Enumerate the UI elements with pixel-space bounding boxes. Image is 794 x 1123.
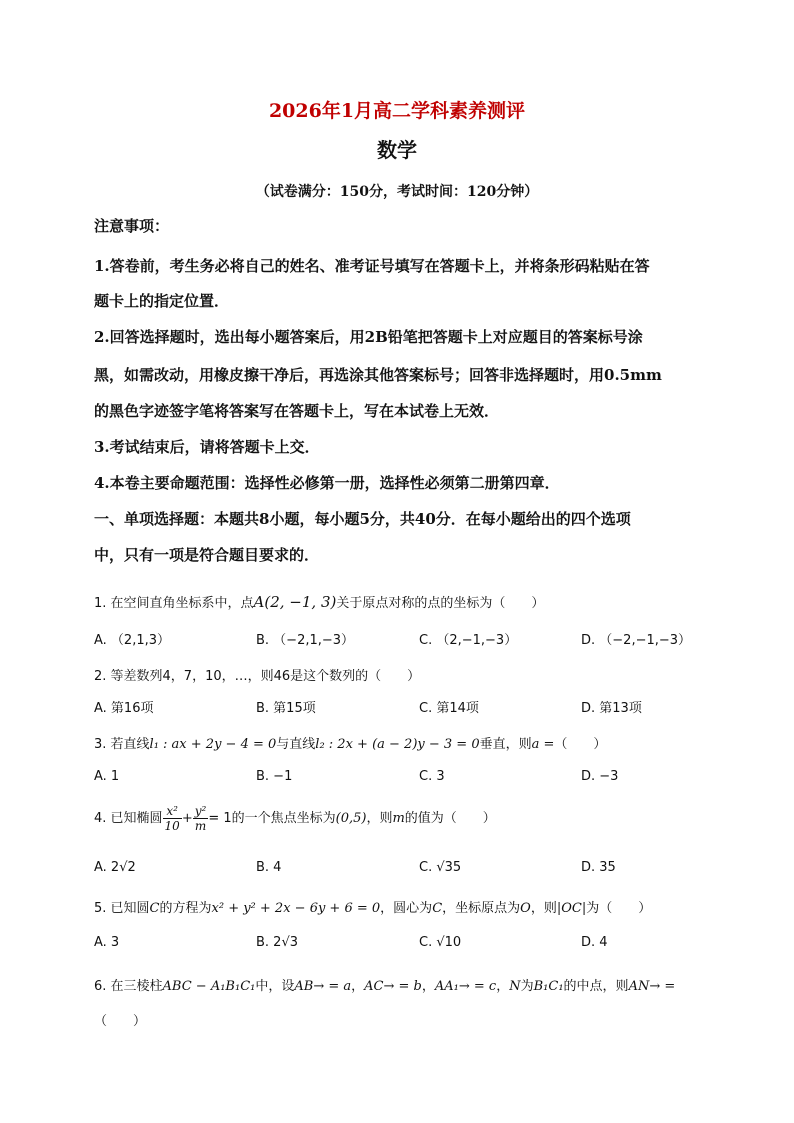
option-b[interactable]: B. 第15项 [256,701,316,716]
option-c[interactable]: C. √35 [419,860,462,875]
note-line: 3.考试结束后，请将答题卡上交． [94,438,320,456]
option-c[interactable]: C. 3 [419,769,445,784]
option-c[interactable]: C. 第14项 [419,701,479,716]
option-a[interactable]: A. 3 [94,935,120,950]
question-1-stem: 1. 在空间直角坐标系中，点A(2, −1, 3)关于原点对称的点的坐标为（ ） [94,593,545,611]
question-6-answer-blank: （ ） [94,1014,147,1029]
option-a[interactable]: A. 第16项 [94,701,154,716]
question-6-stem: 6. 在三棱柱ABC − A₁B₁C₁中，设AB→ = a，AC→ = b，AA₁→ = c，N为B₁C₁的中点，则AN→ = [94,979,676,994]
question-2-stem: 2. 等差数列4，7，10，…，则46是这个数列的（ ） [94,669,421,684]
question-5-stem: 5. 已知圆C的方程为x² + y² + 2x − 6y + 6 = 0，圆心为C，坐标原点为O，则|OC|为（ ） [94,901,652,916]
option-a[interactable]: A. 1 [94,769,120,784]
option-a[interactable]: A. （2,1,3） [94,633,171,648]
note-line: 4.本卷主要命题范围：选择性必修第一册，选择性必须第二册第四章． [94,474,560,492]
option-d[interactable]: D. （−2,−1,−3） [581,633,692,648]
option-c[interactable]: C. √10 [419,935,462,950]
exam-info: （试卷满分：150分，考试时间：120分钟） [255,184,539,200]
question-3-stem: 3. 若直线l₁ : ax + 2y − 4 = 0与直线l₂ : 2x + (a − 2)y − 3 = 0垂直，则a =（ ） [94,737,607,752]
option-b[interactable]: B. （−2,1,−3） [256,633,355,648]
fraction-y2-over-m: $\frac{\text{y²}}{m}$ [194,804,207,833]
option-d[interactable]: D. −3 [581,769,619,784]
question-4-stem: 4. 已知椭圆 $\frac{\text{x²}}{10}$ + $\frac{\text{y²}}{m}$ = 1的一个焦点坐标为(0,5)，则m的值为（ ） [94,804,496,833]
note-line: 2.回答选择题时，选出每小题答案后，用2B铅笔把答题卡上对应题目的答案标号涂 [94,328,643,346]
section-heading-line2: 中，只有一项是符合题目要求的． [94,546,320,564]
option-b[interactable]: B. −1 [256,769,293,784]
note-line: 题卡上的指定位置． [94,292,230,310]
option-d[interactable]: D. 4 [581,935,608,950]
option-c[interactable]: C. （2,−1,−3） [419,633,518,648]
fraction-x2-over-10: $\frac{\text{x²}}{10}$ [164,804,180,833]
note-line: 的黑色字迹签字笔将答案写在答题卡上，写在本试卷上无效． [94,402,500,420]
option-b[interactable]: B. 2√3 [256,935,299,950]
option-d[interactable]: D. 35 [581,860,616,875]
exam-subject: 数学 [377,138,417,162]
note-line: 黑，如需改动，用橡皮擦干净后，再选涂其他答案标号；回答非选择题时，用0.5mm [94,366,662,384]
option-a[interactable]: A. 2√2 [94,860,136,875]
option-b[interactable]: B. 4 [256,860,282,875]
notes-heading: 注意事项： [94,217,170,235]
section-heading-line1: 一、单项选择题：本题共8小题，每小题5分，共40分．在每小题给出的四个选项 [94,510,631,528]
exam-title: 2026年1月高二学科素养测评 [268,100,526,122]
note-line: 1.答卷前，考生务必将自己的姓名、准考证号填写在答题卡上，并将条形码粘贴在答 [94,257,650,275]
option-d[interactable]: D. 第13项 [581,701,642,716]
